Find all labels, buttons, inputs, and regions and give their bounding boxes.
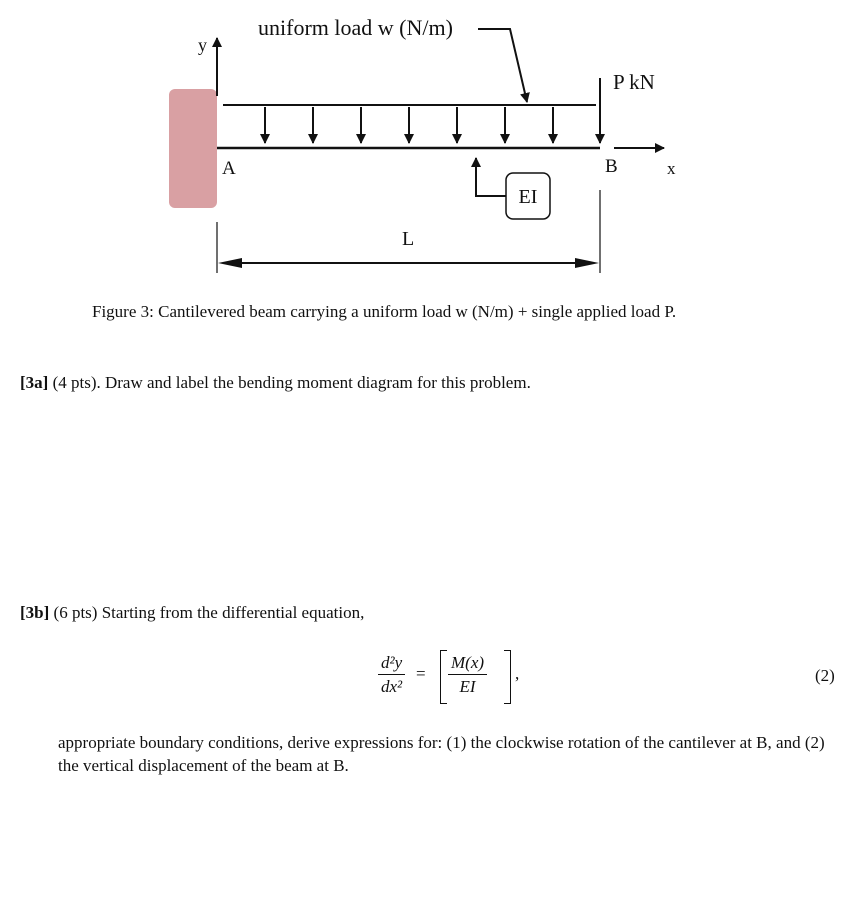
dimension-arrowhead-right — [575, 258, 599, 268]
lhs-fraction — [378, 654, 405, 695]
question-3b — [20, 603, 364, 623]
ei-leader — [476, 158, 506, 196]
figure-caption: Figure 3: Cantilevered beam carrying a uniform load w (N/m) + single applied load P. — [92, 302, 677, 321]
fixed-wall-support — [169, 89, 217, 208]
rhs-denominator: EI — [459, 677, 476, 696]
question-3b-tag: [3b] — [20, 603, 50, 622]
beam-figure — [0, 0, 867, 300]
lhs-denominator: dx² — [381, 677, 403, 696]
question-3b-text: (6 pts) Starting from the differential equation, — [49, 603, 365, 622]
y-axis-label: y — [198, 35, 207, 55]
rhs-numerator: M(x) — [451, 653, 485, 672]
question-3a — [20, 373, 531, 393]
point-load-label: P kN — [613, 70, 655, 94]
left-bracket — [440, 650, 447, 704]
fraction-bar — [448, 674, 487, 675]
uniform-load-label: uniform load w (N/m) — [258, 15, 453, 40]
point-b-label: B — [605, 156, 618, 177]
equation-comma: , — [515, 664, 520, 683]
rhs-fraction — [448, 654, 487, 695]
right-bracket — [504, 650, 511, 704]
length-label: L — [402, 228, 415, 250]
ei-label: EI — [518, 186, 538, 208]
fraction-bar — [378, 674, 405, 675]
equation-number: (2) — [815, 666, 835, 685]
question-3b-body: appropriate boundary conditions, derive expressions for: (1) the clockwise rotation of the cantilever at B, and (2) the vertical displacement of the beam at B. — [58, 733, 825, 775]
equals-sign: = — [416, 664, 426, 683]
distributed-load-arrows — [265, 107, 553, 143]
load-label-leader — [478, 29, 527, 102]
point-a-label: A — [222, 158, 236, 179]
question-3a-tag: [3a] — [20, 373, 49, 392]
dimension-arrowhead-left — [218, 258, 242, 268]
x-axis-label: x — [667, 159, 676, 178]
lhs-numerator: d²y — [381, 653, 403, 672]
question-3a-text: (4 pts). Draw and label the bending moment diagram for this problem. — [48, 373, 531, 392]
